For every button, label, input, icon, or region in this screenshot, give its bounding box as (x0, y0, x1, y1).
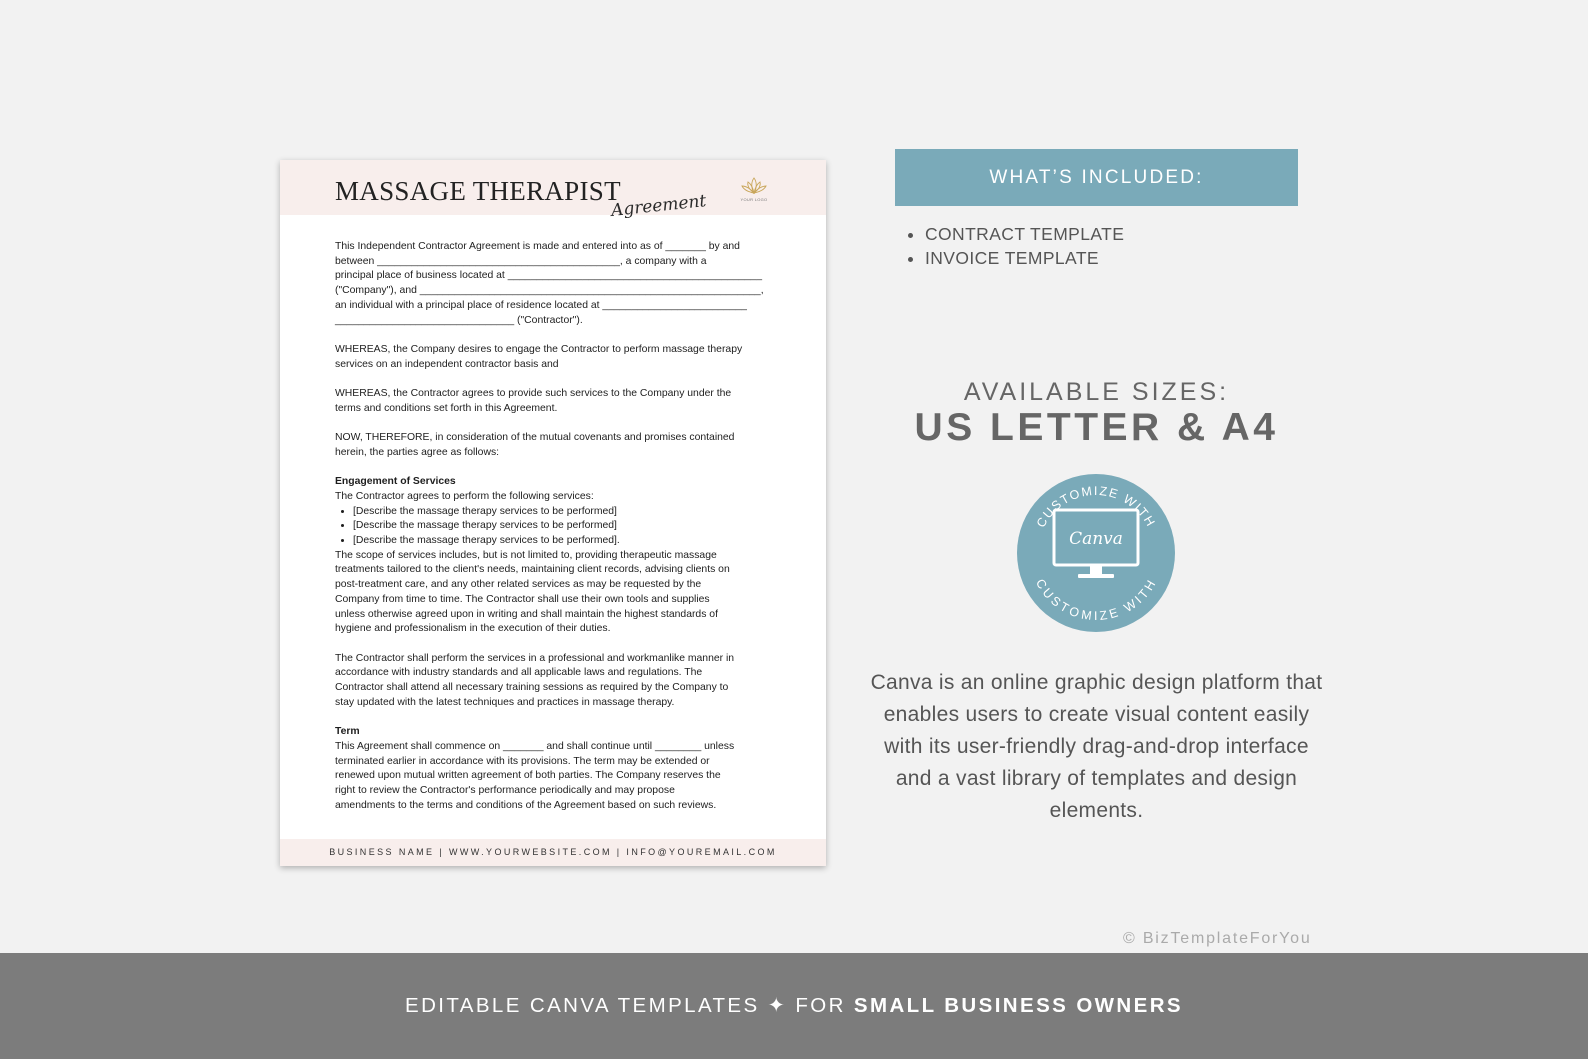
scope-paragraph: The scope of services includes, but is not limited to, providing therapeutic massage treatments tailored to the client's needs, maintaining client records, advising clients on post-treatment care, and any other related services as may be requested by the Company from time to time. The Contractor shall use their own tools and supplies unless otherwise agreed upon in writing and shall maintain the highest standards of hygiene and professionalism in the execution of their duties. (335, 549, 730, 635)
copyright-text: © BizTemplateForYou (1123, 930, 1312, 947)
list-item: • [Describe the massage therapy services to be performed]. (353, 534, 771, 549)
canva-description: Canva is an online graphic design platform that enables users to create visual content easily with its user-friendly drag-and-drop interface and a vast library of templates and design elements. (870, 671, 1323, 822)
document-subtitle: Agreement (610, 191, 708, 221)
badge-top-text: CUSTOMIZE WITH (1033, 483, 1159, 530)
document-body (335, 240, 771, 813)
bottom-banner-text: EDITABLE CANVA TEMPLATES ✦ FOR (405, 994, 854, 1017)
engagement-lead: The Contractor agrees to perform the following services: (335, 490, 594, 502)
bottom-banner-bold-text: SMALL BUSINESS OWNERS (853, 994, 1183, 1017)
document-header (280, 160, 826, 221)
logo-placeholder-text: YOUR LOGO (740, 197, 768, 202)
badge-bottom-text: CUSTOMIZE WITH (1033, 576, 1159, 623)
bottom-banner (0, 953, 1588, 1059)
term-heading: Term (335, 726, 360, 738)
list-item: • INVOICE TEMPLATE (925, 246, 1124, 270)
services-list (335, 505, 771, 549)
sizes-label: AVAILABLE SIZES: (963, 378, 1230, 406)
included-list (905, 222, 1124, 270)
lotus-icon (741, 176, 767, 196)
document-footer: BUSINESS NAME | WWW.YOURWEBSITE.COM | INFO@YOUREMAIL.COM (280, 839, 826, 866)
standards-paragraph: The Contractor shall perform the services in a professional and workmanlike manner in accordance with industry standards and all applicable laws and regulations. The Contractor shall attend all necessary training sessions as required by the Company to stay updated with the latest techniques and practices in massage therapy. (335, 652, 735, 708)
list-item: • [Describe the massage therapy services to be performed] (353, 519, 771, 534)
document-logo (734, 176, 774, 202)
whereas-paragraph-2: WHEREAS, the Contractor agrees to provide such services to the Company under the terms and conditions set forth in this Agreement. (335, 388, 732, 414)
now-therefore-paragraph: NOW, THEREFORE, in consideration of the mutual covenants and promises contained herein, the parties agree as follows: (335, 432, 735, 458)
whereas-paragraph-1: WHEREAS, the Company desires to engage the Contractor to perform massage therapy services on an independent contractor basis and (335, 343, 743, 370)
list-item: • [Describe the massage therapy services to be performed] (353, 505, 771, 520)
customize-with-canva-badge (1016, 473, 1176, 633)
intro-paragraph: This Independent Contractor Agreement is made and entered into as of _______ by and between __________________________________________, a company with a principal place of business located at ____________________________________________ ("Company"), and ___________________________________________________________, an individual with a principal place of residence located at _________________________ _______________________________ ("Contractor"). (335, 241, 764, 326)
canva-screen-text: Canva (1069, 529, 1123, 549)
document-preview (280, 160, 826, 866)
list-item: • CONTRACT TEMPLATE (925, 222, 1124, 246)
term-paragraph: This Agreement shall commence on _______ and shall continue until ________ unless terminated earlier in accordance with its provisions. The term may be extended or renewed upon mutual written agreement of both parties. The Company reserves the right to review the Contractor's performance periodically and may propose amendments to the terms and conditions of the Agreement based on such reviews. (335, 740, 735, 811)
sizes-value: US LETTER & A4 (914, 406, 1279, 449)
document-title: MASSAGE THERAPIST (335, 176, 621, 206)
included-heading: WHAT’S INCLUDED: (895, 149, 1298, 206)
engagement-heading: Engagement of Services (335, 476, 456, 488)
